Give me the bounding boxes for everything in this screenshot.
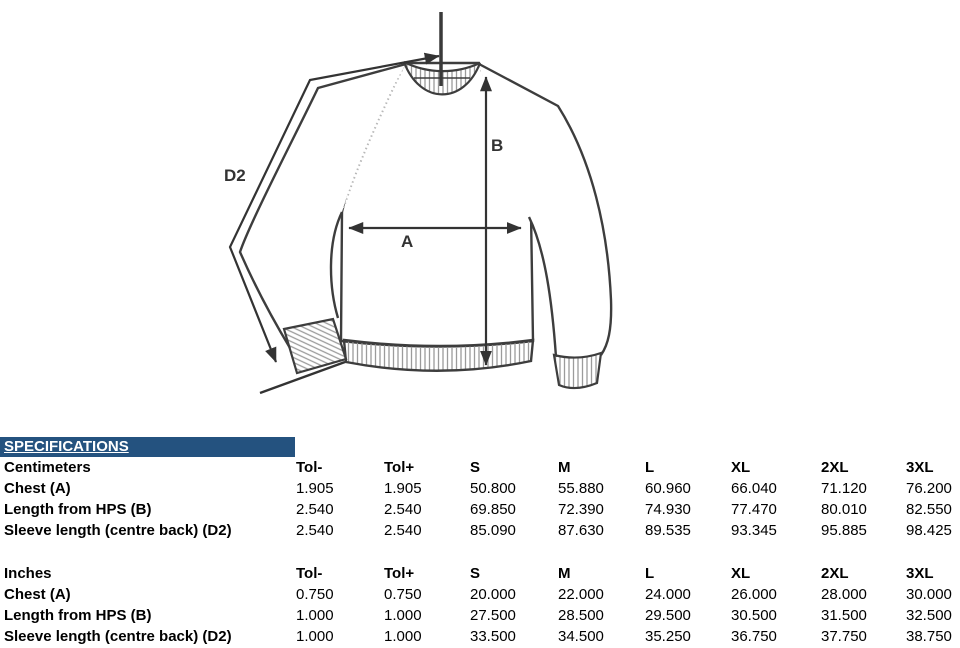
col-header-3xl: 3XL bbox=[906, 565, 934, 582]
cell: 1.000 bbox=[296, 607, 334, 624]
col-header-l: L bbox=[645, 459, 655, 476]
col-header-2xl: 2XL bbox=[821, 565, 849, 582]
cell: 50.800 bbox=[470, 480, 516, 497]
cell: 82.550 bbox=[906, 501, 952, 518]
cell: 27.500 bbox=[470, 607, 516, 624]
cell: 2.540 bbox=[384, 522, 422, 539]
cell: 60.960 bbox=[645, 480, 691, 497]
specifications-table bbox=[0, 457, 960, 647]
cell: 1.000 bbox=[384, 628, 422, 645]
cell: 2.540 bbox=[296, 501, 334, 518]
b-measure-label: B bbox=[491, 136, 504, 155]
cell: 95.885 bbox=[821, 522, 867, 539]
cell: 89.535 bbox=[645, 522, 691, 539]
table-row-cm-length bbox=[0, 499, 960, 520]
col-header-2xl: 2XL bbox=[821, 459, 849, 476]
cell: 37.750 bbox=[821, 628, 867, 645]
col-header-tol-plus: Tol+ bbox=[384, 459, 415, 476]
cell: 29.500 bbox=[645, 607, 691, 624]
cell: 26.000 bbox=[731, 586, 777, 603]
cell: 2.540 bbox=[384, 501, 422, 518]
cell: 20.000 bbox=[470, 586, 516, 603]
cell: 87.630 bbox=[558, 522, 604, 539]
cell: 31.500 bbox=[821, 607, 867, 624]
cell: 1.000 bbox=[296, 628, 334, 645]
d2-measure-label: D2 bbox=[224, 166, 246, 185]
cell: 30.000 bbox=[906, 586, 952, 603]
cell: 28.000 bbox=[821, 586, 867, 603]
col-header-xl: XL bbox=[731, 565, 751, 582]
cell: 98.425 bbox=[906, 522, 952, 539]
cell: 30.500 bbox=[731, 607, 777, 624]
table-row-cm-chest bbox=[0, 478, 960, 499]
cell: 0.750 bbox=[296, 586, 334, 603]
cell: 74.930 bbox=[645, 501, 691, 518]
col-header-l: L bbox=[645, 565, 655, 582]
cell: 71.120 bbox=[821, 480, 867, 497]
specifications-header-label: SPECIFICATIONS bbox=[4, 438, 129, 455]
cell: 33.500 bbox=[470, 628, 516, 645]
col-header-tol-minus: Tol- bbox=[296, 459, 323, 476]
a-measure-label: A bbox=[401, 232, 414, 251]
row-label: Sleeve length (centre back) (D2) bbox=[4, 628, 232, 645]
row-label: Length from HPS (B) bbox=[4, 501, 152, 518]
col-header-m: M bbox=[558, 459, 571, 476]
row-label: Length from HPS (B) bbox=[4, 607, 152, 624]
col-header-3xl: 3XL bbox=[906, 459, 934, 476]
row-label: Chest (A) bbox=[4, 480, 71, 497]
cell: 80.010 bbox=[821, 501, 867, 518]
table-row-in-length bbox=[0, 605, 960, 626]
col-header-tol-plus: Tol+ bbox=[384, 565, 415, 582]
inches-header-row bbox=[0, 563, 960, 584]
table-row-in-chest bbox=[0, 584, 960, 605]
cell: 1.000 bbox=[384, 607, 422, 624]
cell: 32.500 bbox=[906, 607, 952, 624]
cell: 66.040 bbox=[731, 480, 777, 497]
col-header-xl: XL bbox=[731, 459, 751, 476]
unit-label: Inches bbox=[4, 565, 52, 582]
unit-label: Centimeters bbox=[4, 459, 91, 476]
cell: 2.540 bbox=[296, 522, 334, 539]
table-row-in-sleeve bbox=[0, 626, 960, 647]
col-header-tol-minus: Tol- bbox=[296, 565, 323, 582]
cell: 24.000 bbox=[645, 586, 691, 603]
section-gap-row bbox=[0, 541, 960, 563]
cell: 55.880 bbox=[558, 480, 604, 497]
right-cuff-ribbing bbox=[554, 353, 601, 388]
specifications-header bbox=[0, 437, 295, 457]
col-header-m: M bbox=[558, 565, 571, 582]
cell: 0.750 bbox=[384, 586, 422, 603]
cell: 35.250 bbox=[645, 628, 691, 645]
specifications-section bbox=[0, 437, 960, 647]
cell: 77.470 bbox=[731, 501, 777, 518]
cell: 93.345 bbox=[731, 522, 777, 539]
cell: 85.090 bbox=[470, 522, 516, 539]
table-row-cm-sleeve bbox=[0, 520, 960, 541]
cell: 34.500 bbox=[558, 628, 604, 645]
cell: 38.750 bbox=[906, 628, 952, 645]
col-header-s: S bbox=[470, 459, 481, 476]
cell: 36.750 bbox=[731, 628, 777, 645]
cell: 22.000 bbox=[558, 586, 604, 603]
cell: 76.200 bbox=[906, 480, 952, 497]
row-label: Sleeve length (centre back) (D2) bbox=[4, 522, 232, 539]
cell: 69.850 bbox=[470, 501, 516, 518]
centimeters-header-row bbox=[0, 457, 960, 478]
row-label: Chest (A) bbox=[4, 586, 71, 603]
cell: 72.390 bbox=[558, 501, 604, 518]
cell: 28.500 bbox=[558, 607, 604, 624]
cell: 1.905 bbox=[296, 480, 334, 497]
col-header-s: S bbox=[470, 565, 481, 582]
cell: 1.905 bbox=[384, 480, 422, 497]
